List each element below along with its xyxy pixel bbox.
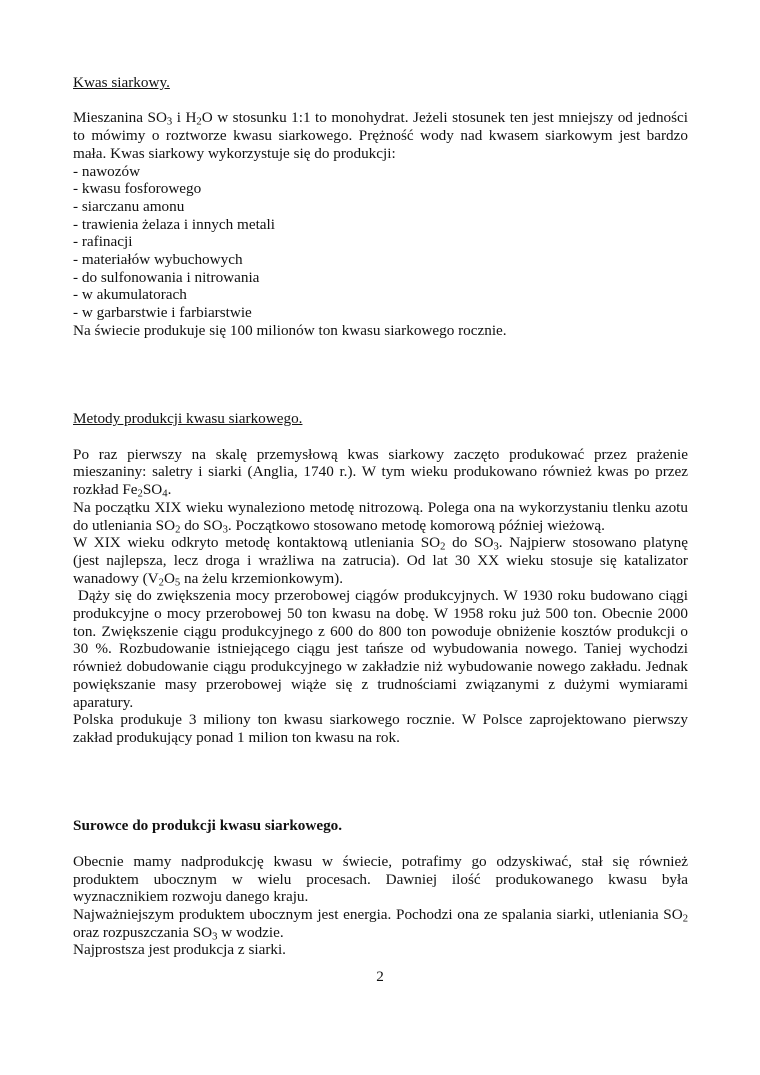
list-item: - rafinacji <box>73 233 133 251</box>
list-item: - do sulfonowania i nitrowania <box>73 268 260 286</box>
text-line: rozkład $Fe_2SO_4$. <box>73 481 172 500</box>
text-line: Mieszanina $SO_3$ i $H_2O$ w stosunku 1:1 to monohydrat. Jeżeli stosunek ten jest mniejszy od jedności <box>73 109 689 129</box>
spacer <box>73 747 688 818</box>
list-item: - kwasu fosforowego <box>73 180 202 198</box>
uses-list <box>73 163 688 322</box>
section-title-surowce: Surowce do produkcji kwasu siarkowego. <box>73 817 343 835</box>
section-title-metody: Metody produkcji kwasu siarkowego. <box>73 410 303 428</box>
document-page <box>73 74 688 959</box>
list-item: - materiałów wybuchowych <box>73 251 243 269</box>
text-line: to mówimy o roztworze kwasu siarkowego. Prężność wody nad kwasem siarkowym jest bardzo <box>73 127 688 145</box>
list-item: - siarczanu amonu <box>73 197 185 215</box>
spacer <box>73 340 688 411</box>
text-line: ton. Zwiększenie ciągu produkcyjnego z 600 do 800 ton powoduje obniżenie kosztów produkcji o <box>73 622 688 640</box>
text-line: mieszaniny: saletry i siarki (Anglia, 1740 r.). W tym wieku produkowano również kwas po przez <box>73 463 688 481</box>
text-line: Polska produkuje 3 miliony ton kwasu siarkowego rocznie. W Polsce zaprojektowano pierwszy <box>73 711 688 729</box>
spacer <box>73 835 688 853</box>
text-line: produkcyjne o mocy przerobowej 50 ton kwasu na dobę. W 1958 roku już 500 ton. Obecnie 2000 <box>73 605 688 623</box>
text-line: wanadowy ($V_2O_5$ na żelu krzemionkowym). <box>73 569 344 589</box>
spacer <box>73 428 688 446</box>
text-line: Obecnie mamy nadprodukcję kwasu w świecie, potrafimy go odzyskiwać, stał się również <box>73 852 688 870</box>
paragraph <box>73 446 688 499</box>
text-line: (jest najlepsza, lecz droga i wrażliwa na zatrucia). Od lat 30 XX wieku stosuje się katalizator <box>73 551 688 569</box>
text-line: wyznacznikiem rozwoju danego kraju. <box>73 888 309 906</box>
paragraph <box>73 711 688 746</box>
closing-sentence: Na świecie produkuje się 100 milionów ton kwasu siarkowego rocznie. <box>73 321 507 339</box>
text-line: Najważniejszym produktem ubocznym jest energia. Pochodzi ona ze spalania siarki, utleniania $SO_2$ <box>73 905 688 925</box>
text-line: oraz rozpuszczania $SO_3$ w wodzie. <box>73 923 284 943</box>
page-number: 2 <box>376 968 384 985</box>
text-line: Na początku XIX wieku wynaleziono metodę nitrozową. Polega ona na wykorzystaniu tlenku azotu <box>73 498 688 516</box>
list-item: - trawienia żelaza i innych metali <box>73 215 275 233</box>
paragraph <box>73 587 688 711</box>
paragraph <box>73 906 688 941</box>
text-line: mała. Kwas siarkowy wykorzystuje się do produkcji: <box>73 144 396 162</box>
text-line: do utleniania $SO_2$ do $SO_3$. Początkowo stosowano metodę komorową później wieżową. <box>73 516 605 536</box>
spacer <box>73 92 688 110</box>
intro-paragraph <box>73 109 688 162</box>
paragraph <box>73 853 688 906</box>
list-item: - w garbarstwie i farbiarstwie <box>73 304 252 322</box>
text-line: W XIX wieku odkryto metodę kontaktową utleniania $SO_2$ do $SO_3$. Najpierw stosowano platynę <box>73 534 688 553</box>
list-item: - w akumulatorach <box>73 286 187 304</box>
text-line: aparatury. <box>73 693 134 711</box>
section-title-kwas-siarkowy: Kwas siarkowy. <box>73 74 170 91</box>
list-item: - nawozów <box>73 162 141 180</box>
text-line: produktem ubocznym w wielu procesach. Dawniej ilość produkowanego kwasu była <box>73 870 688 888</box>
text-line: Dąży się do zwiększenia mocy przerobowej ciągów produkcyjnych. W 1930 roku budowano ciągi <box>73 587 688 605</box>
text-line: również dobudowanie ciągu produkcyjnego w zakładzie niż wybudowanie nowego zakładu. Jednak <box>73 658 688 676</box>
text-line: Najprostsza jest produkcja z siarki. <box>73 941 286 959</box>
paragraph <box>73 499 688 534</box>
paragraph <box>73 534 688 587</box>
text-line: zakład produkujący ponad 1 milion ton kwasu na rok. <box>73 728 400 746</box>
text-line: Po raz pierwszy na skalę przemysłową kwas siarkowy zaczęto produkować przez prażenie <box>73 445 688 463</box>
text-line: powiększanie masy przerobowej wiąże się z trudnościami związanymi z dużymi wymiarami <box>73 675 688 693</box>
text-line: 30 %. Rozbudowanie istniejącego ciągu jest tańsze od wybudowania nowego. Taniej wychodzi <box>73 640 688 658</box>
